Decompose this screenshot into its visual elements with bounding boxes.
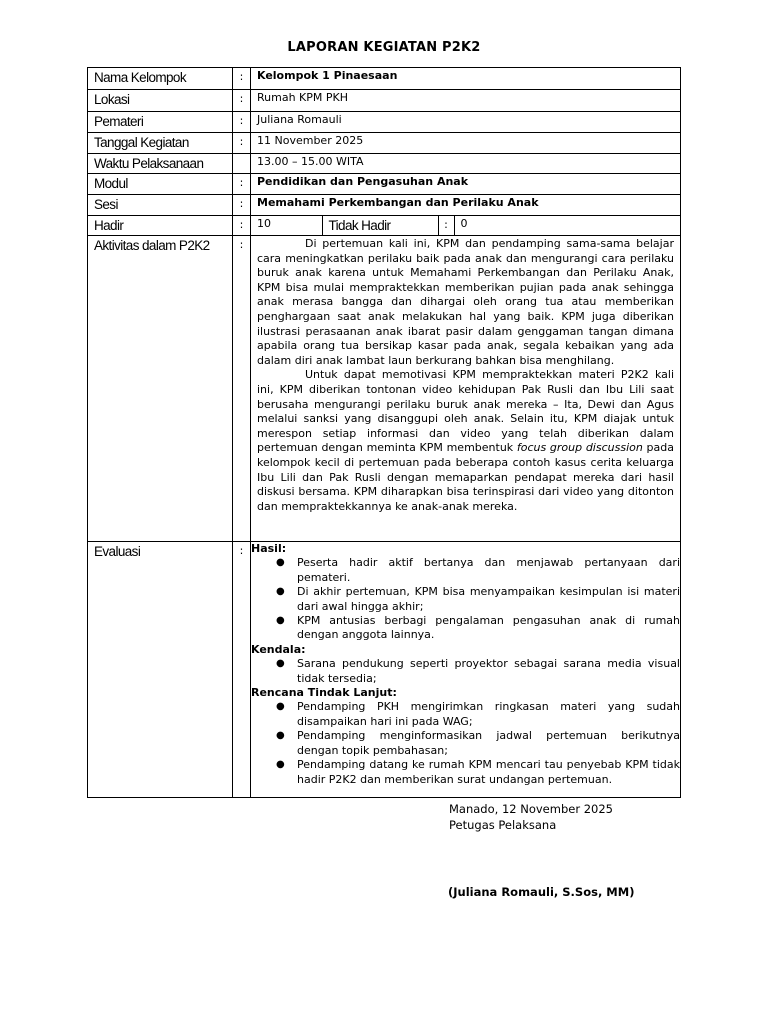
value-hadir: 10 — [257, 217, 271, 230]
hadir-split — [251, 216, 680, 235]
bullet-icon: ● — [276, 615, 285, 627]
colon: : — [233, 236, 251, 542]
label-evaluasi: Evaluasi — [88, 542, 233, 798]
rtl-list — [251, 700, 680, 786]
colon: : — [233, 112, 251, 133]
list-item: ● Pendamping datang ke rumah KPM mencari tau penyebab KPM tidak hadir P2K2 dan memberikan surat undangan pertemuan. — [276, 758, 680, 786]
bullet-icon: ● — [276, 557, 285, 569]
bullet-icon: ● — [276, 730, 285, 742]
aktivitas-paragraph-2 — [251, 368, 680, 514]
hadir-cell — [251, 216, 681, 236]
label-pemateri: Pemateri — [88, 112, 233, 133]
row-aktivitas — [88, 236, 681, 542]
value-nama-kelompok: Kelompok 1 Pinaesaan — [251, 68, 681, 90]
colon: : — [233, 174, 251, 195]
row-sesi — [88, 195, 681, 216]
label-hadir: Hadir — [88, 216, 233, 236]
label-lokasi: Lokasi — [88, 90, 233, 112]
focus-group-term: focus group discussion — [516, 441, 643, 455]
row-evaluasi — [88, 542, 681, 798]
bullet-icon: ● — [276, 586, 285, 598]
row-modul — [88, 174, 681, 195]
signature-place-date: Manado, 12 November 2025 — [449, 802, 613, 816]
colon: : — [438, 216, 454, 235]
label-tanggal-kegiatan: Tanggal Kegiatan — [88, 133, 233, 154]
evaluasi-content — [251, 542, 681, 798]
label-modul: Modul — [88, 174, 233, 195]
bullet-icon: ● — [276, 759, 285, 771]
value-tidak-hadir: 0 — [454, 216, 680, 235]
report-table — [87, 67, 681, 798]
list-item: ● Pendamping PKH mengirimkan ringkasan materi yang sudah disampaikan hari ini pada WAG; — [276, 700, 680, 728]
kendala-heading: Kendala: — [251, 642, 306, 656]
row-pemateri — [88, 112, 681, 133]
report-title: LAPORAN KEGIATAN P2K2 — [287, 40, 481, 55]
colon: : — [233, 90, 251, 112]
colon: : — [233, 216, 251, 236]
value-tanggal-kegiatan: 11 November 2025 — [251, 133, 681, 154]
kendala-list — [251, 657, 680, 686]
aktivitas-paragraph-2-part-a: Untuk dapat memotivasi KPM mempraktekkan materi P2K2 kali ini, KPM diberikan tontonan video kehidupan Pak Rusli dan Ibu Lili saat berusaha mengurangi perilaku buruk anak mereka – Ita, Dewi dan Agus melalui sanksi yang disanggupi oleh anak. Selain itu, KPM diajak untuk merespon setiap informasi dan video yang telah diberikan dalam pertemuan dengan meminta KPM membentuk — [257, 368, 674, 455]
hasil-list — [251, 556, 680, 642]
list-item: ● Pendamping menginformasikan jadwal pertemuan berikutnya dengan topik pembahasan; — [276, 729, 680, 757]
value-lokasi: Rumah KPM PKH — [251, 90, 681, 112]
row-nama-kelompok — [88, 68, 681, 90]
colon: : — [233, 133, 251, 154]
rtl-heading: Rencana Tindak Lanjut: — [251, 686, 397, 700]
value-waktu-pelaksanaan: 13.00 – 15.00 WITA — [251, 154, 681, 174]
row-hadir — [88, 216, 681, 236]
signature-role: Petugas Pelaksana — [449, 818, 557, 832]
label-sesi: Sesi — [88, 195, 233, 216]
label-tidak-hadir: Tidak Hadir — [322, 216, 438, 235]
row-tanggal-kegiatan — [88, 133, 681, 154]
list-item: ● Peserta hadir aktif bertanya dan menjawab pertanyaan dari pemateri. — [276, 556, 680, 584]
signature-name: (Juliana Romauli, S.Sos, MM) — [448, 885, 635, 899]
aktivitas-paragraph-1: Di pertemuan kali ini, KPM dan pendamping sama-sama belajar cara meningkatkan perilaku baik pada anak dan mengurangi cara perilaku buruk anak karena untuk Memahami Perkembangan dan Perilaku Anak, KPM bisa mulai mempraktekkan memberikan pujian pada anak sehingga anak merasa bangga dan dihargai oleh orang tua atau memberikan penghargaan saat anak melakukan hal yang baik. KPM juga diberikan ilustrasi perasaanan anak ibarat pasir dalam genggaman tangan dimana apabila orang tua bersikap kasar pada anak, segala kebaikan yang ada dalam diri anak lambat laun berkurang bahkan bisa menghilang. — [257, 237, 674, 367]
row-waktu-pelaksanaan — [88, 154, 681, 174]
aktivitas-content — [251, 236, 681, 542]
value-pemateri: Juliana Romauli — [251, 112, 681, 133]
label-waktu-pelaksanaan: Waktu Pelaksanaan — [88, 154, 233, 174]
colon — [233, 154, 251, 174]
bullet-icon: ● — [276, 701, 285, 713]
value-sesi: Memahami Perkembangan dan Perilaku Anak — [251, 195, 681, 216]
colon: : — [233, 68, 251, 90]
hasil-heading: Hasil: — [251, 542, 287, 555]
bullet-icon: ● — [276, 658, 285, 670]
value-modul: Pendidikan dan Pengasuhan Anak — [251, 174, 681, 195]
list-item: ● Sarana pendukung seperti proyektor sebagai sarana media visual tidak tersedia; — [276, 657, 680, 685]
row-lokasi — [88, 90, 681, 112]
list-item: ● KPM antusias berbagi pengalaman pengasuhan anak di rumah dengan anggota lainnya. — [276, 614, 680, 642]
colon: : — [233, 195, 251, 216]
list-item: ● Di akhir pertemuan, KPM bisa menyampaikan kesimpulan isi materi dari awal hingga akhir; — [276, 585, 680, 613]
aktivitas-paragraph-2-part-b: pada kelompok kecil di pertemuan pada beberapa contoh kasus cerita keluarga Ibu Lili dan Pak Rusli dengan memaparkan pendapat mereka dari hasil diskusi bersama. KPM diharapkan bisa terinspirasi dari video yang ditonton dan mempraktekkannya ke anak-anak mereka. — [257, 441, 674, 513]
label-nama-kelompok: Nama Kelompok — [88, 68, 233, 90]
label-aktivitas: Aktivitas dalam P2K2 — [88, 236, 233, 542]
colon: : — [233, 542, 251, 798]
